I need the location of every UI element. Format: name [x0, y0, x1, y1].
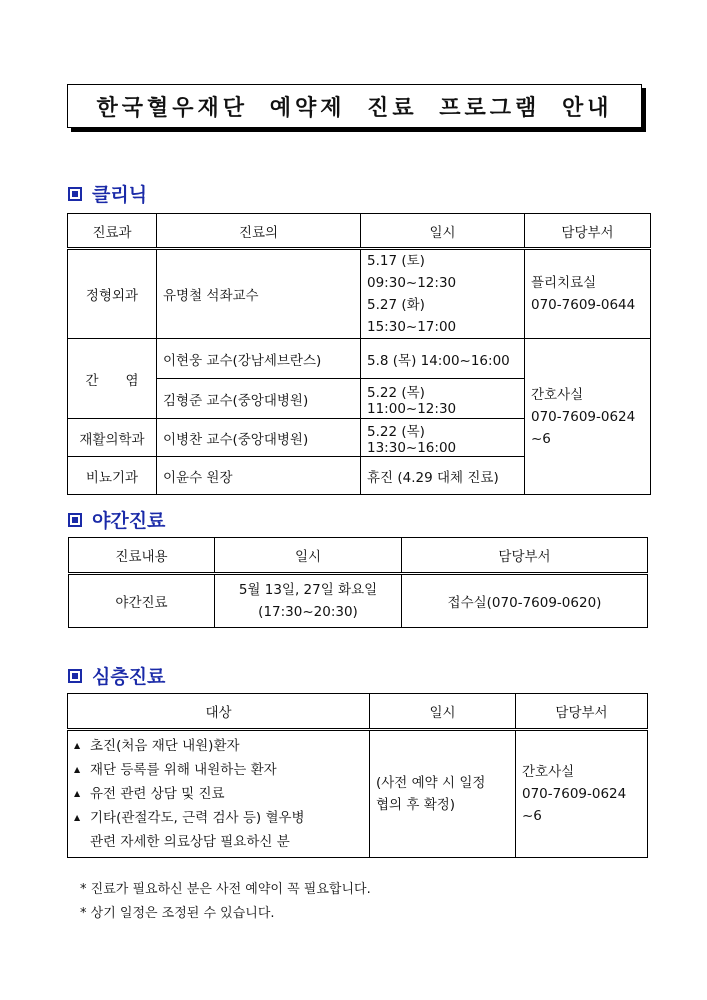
clinic-header-contact: 담당부서 — [525, 214, 651, 249]
night-contact: 접수실(070-7609-0620) — [402, 574, 648, 628]
uro-date: 휴진 (4.29 대체 진료) — [361, 457, 525, 495]
deep-contact-dept: 간호사실 — [522, 764, 575, 780]
hepatitis-dept: 간 염 — [68, 339, 157, 419]
ortho-dept: 정형외과 — [68, 249, 157, 339]
deep-date-2: 협의 후 확정) — [376, 797, 456, 813]
night-date-1: 5월 13일, 27일 화요일 — [238, 582, 378, 598]
list-item: ▲ 초진(처음 재단 내원)환자 — [72, 734, 365, 758]
deep-header-target: 대상 — [68, 694, 370, 730]
deep-dates — [370, 730, 516, 858]
hepatitis-doctor-2: 김형준 교수(중앙대병원) — [157, 379, 361, 419]
deep-header-date: 일시 — [370, 694, 516, 730]
deep-target-list — [72, 734, 365, 854]
list-item: ▲ 기타(관절각도, 근력 검사 등) 혈우병 — [72, 806, 365, 830]
square-bullet-icon — [68, 513, 82, 527]
night-header-content: 진료내용 — [69, 538, 215, 574]
table-row — [68, 249, 651, 339]
clinic-header-date: 일시 — [361, 214, 525, 249]
square-bullet-icon — [68, 669, 82, 683]
night-header-contact: 담당부서 — [402, 538, 648, 574]
table-row — [68, 730, 648, 858]
nurse-contact — [525, 339, 651, 495]
page-title: 한국혈우재단 예약제 진료 프로그램 안내 — [96, 95, 613, 121]
note-reservation: * 진료가 필요하신 분은 사전 예약이 꼭 필요합니다. — [80, 882, 371, 897]
night-header-date: 일시 — [215, 538, 402, 574]
deep-contact-phone: 070-7609-0624 — [522, 786, 627, 802]
deep-contact — [516, 730, 648, 858]
table-row — [69, 574, 648, 628]
section-deep-header — [68, 662, 165, 689]
rehab-date: 5.22 (목) 13:30~16:00 — [361, 419, 525, 457]
night-date-2: (17:30~20:30) — [258, 604, 358, 620]
ortho-contact-dept: 플리치료실 — [531, 275, 597, 291]
ortho-date-2: 5.27 (화) 15:30~17:00 — [367, 297, 457, 335]
uro-dept: 비뇨기과 — [68, 457, 157, 495]
ortho-contact-phone: 070-7609-0644 — [531, 297, 636, 313]
deep-date-1: (사전 예약 시 일정 — [376, 775, 486, 791]
nurse-contact-ext: ~6 — [531, 430, 551, 447]
ortho-dates — [361, 249, 525, 339]
section-night-header — [68, 506, 165, 533]
deep-header-contact: 담당부서 — [516, 694, 648, 730]
clinic-header-dept: 진료과 — [68, 214, 157, 249]
hepatitis-date-2: 5.22 (목) 11:00~12:30 — [361, 379, 525, 419]
ortho-contact — [525, 249, 651, 339]
list-item: ▲ 유전 관련 상담 및 진료 — [72, 782, 365, 806]
section-clinic-header — [68, 180, 147, 207]
nurse-contact-phone: 070-7609-0624 — [531, 408, 636, 425]
square-bullet-icon — [68, 187, 82, 201]
deep-targets — [68, 730, 370, 858]
section-clinic-title: 클리닉 — [92, 184, 148, 206]
night-content: 야간진료 — [69, 574, 215, 628]
ortho-doctor: 유명철 석좌교수 — [157, 249, 361, 339]
list-item: ▲ 재단 등록를 위해 내원하는 환자 — [72, 758, 365, 782]
note-schedule-change: * 상기 일정은 조정된 수 있습니다. — [80, 906, 275, 921]
hepatitis-date-1: 5.8 (목) 14:00~16:00 — [361, 339, 525, 379]
deep-table — [67, 693, 648, 858]
ortho-date-1: 5.17 (토) 09:30~12:30 — [367, 253, 457, 291]
rehab-doctor: 이병찬 교수(중앙대병원) — [157, 419, 361, 457]
nurse-contact-dept: 간호사실 — [531, 386, 584, 403]
night-table — [68, 537, 648, 628]
section-night-title: 야간진료 — [92, 510, 166, 532]
list-item-continuation: 관련 자세한 의료상담 필요하신 분 — [90, 834, 290, 850]
deep-contact-ext: ~6 — [522, 808, 542, 824]
clinic-header-doctor: 진료의 — [157, 214, 361, 249]
uro-doctor: 이윤수 원장 — [157, 457, 361, 495]
section-deep-title: 심층진료 — [92, 666, 166, 688]
clinic-table — [67, 213, 651, 495]
night-dates — [215, 574, 402, 628]
hepatitis-doctor-1: 이현웅 교수(강남세브란스) — [157, 339, 361, 379]
rehab-dept: 재활의학과 — [68, 419, 157, 457]
page-title-box — [67, 84, 642, 128]
table-row — [68, 339, 651, 379]
